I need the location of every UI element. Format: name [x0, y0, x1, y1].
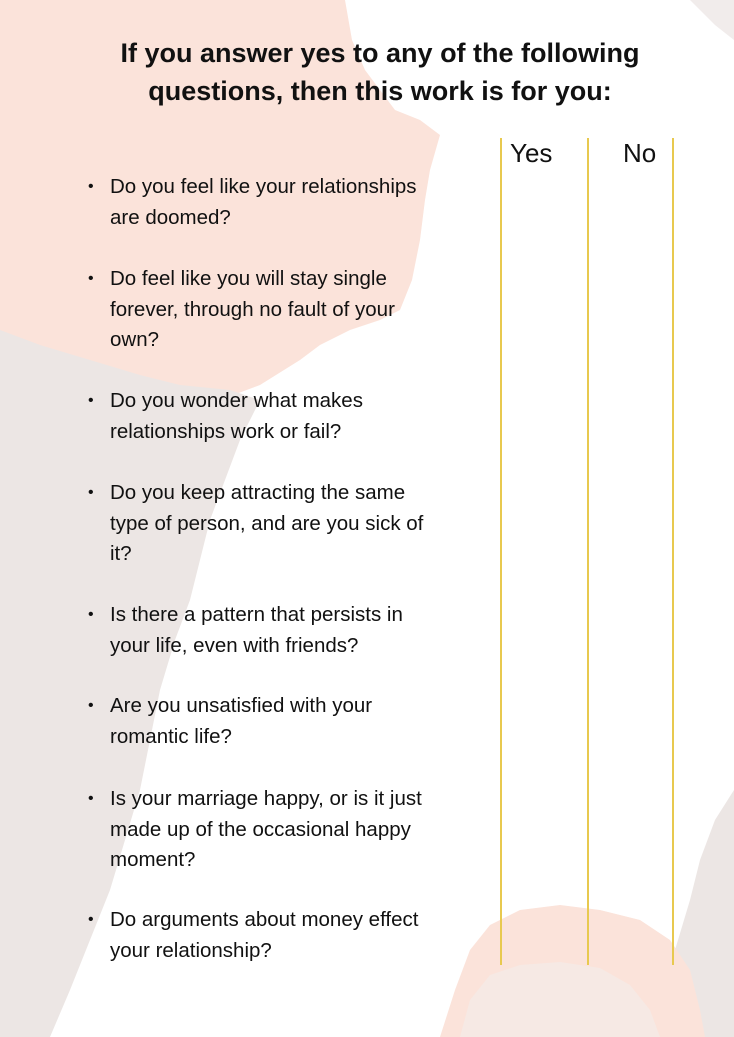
question-item-2: [88, 264, 468, 356]
question-item-8: [88, 905, 468, 966]
no-column-right-line: [672, 138, 674, 965]
question-line: your relationship?: [110, 938, 272, 962]
page-title: [60, 34, 700, 110]
yes-column-left-line: [500, 138, 502, 965]
no-column-header: No: [623, 138, 657, 168]
question-item-3: [88, 386, 468, 447]
question-line: own?: [110, 328, 160, 351]
question-item-6: [88, 691, 468, 752]
question-line: forever, through no fault of your: [110, 297, 395, 321]
question-item-5: [88, 600, 468, 661]
question-line: moment?: [110, 848, 196, 871]
question-line: are doomed?: [110, 205, 231, 229]
yes-column-header: Yes: [510, 138, 553, 168]
bullet-icon: •: [88, 270, 94, 287]
page-title-line-1: If you answer yes to any of the following: [120, 38, 640, 68]
question-line: Do you feel like your relationships: [110, 175, 417, 198]
bullet-icon: •: [88, 484, 94, 501]
question-item-1: [88, 172, 468, 233]
question-line: it?: [110, 542, 132, 565]
question-line: your life, even with friends?: [110, 633, 359, 657]
question-line: type of person, and are you sick of: [110, 511, 424, 535]
bullet-icon: •: [88, 697, 94, 714]
bullet-icon: •: [88, 911, 94, 928]
question-line: romantic life?: [110, 724, 232, 748]
yes-no-divider-line: [587, 138, 589, 965]
question-line: Are you unsatisfied with your: [110, 694, 373, 717]
question-line: Do you keep attracting the same: [110, 481, 406, 504]
question-line: relationships work or fail?: [110, 419, 342, 443]
bullet-icon: •: [88, 790, 94, 807]
bullet-icon: •: [88, 392, 94, 409]
question-line: Is your marriage happy, or is it just: [110, 787, 422, 810]
question-line: Is there a pattern that persists in: [110, 603, 403, 626]
question-line: Do you wonder what makes: [110, 389, 363, 412]
bullet-icon: •: [88, 178, 94, 195]
question-item-7: [88, 784, 468, 876]
question-line: Do arguments about money effect: [110, 908, 419, 931]
question-line: Do feel like you will stay single: [110, 267, 387, 290]
question-line: made up of the occasional happy: [110, 817, 411, 841]
page-title-line-2: questions, then this work is for you:: [148, 76, 612, 106]
bullet-icon: •: [88, 606, 94, 623]
question-item-4: [88, 478, 468, 570]
